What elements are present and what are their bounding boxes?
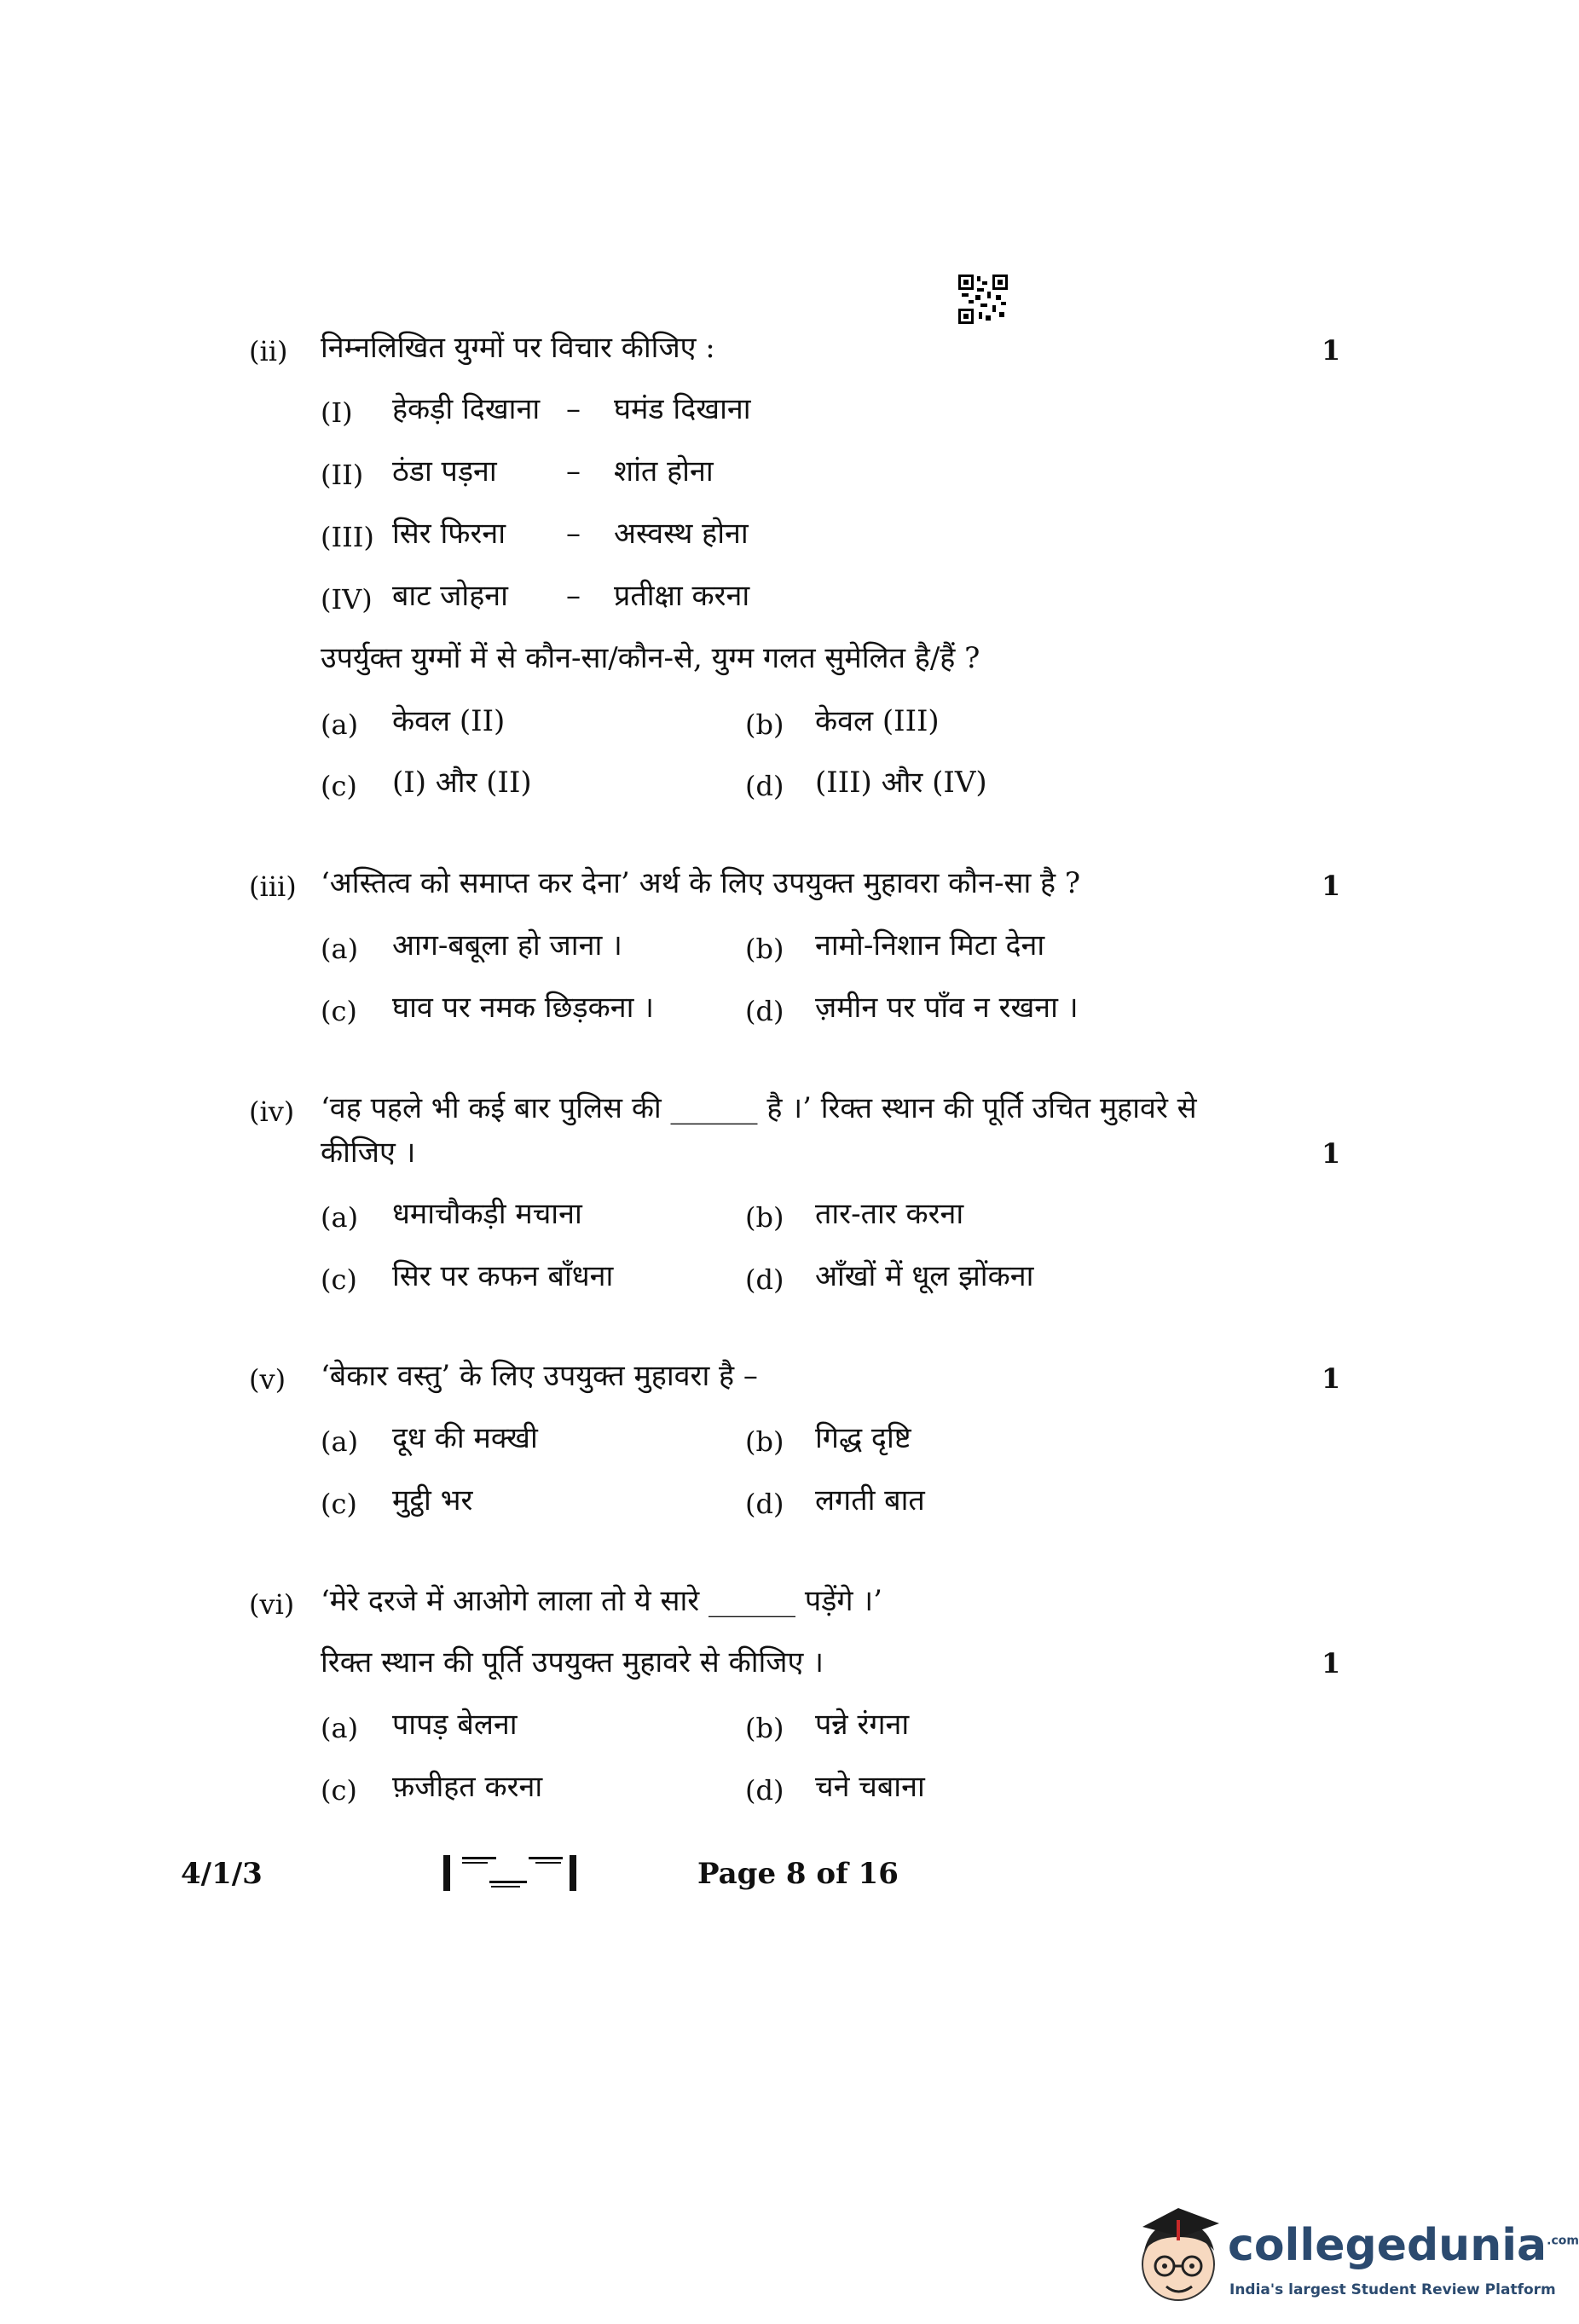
option-text: फ़जीहत करना: [392, 1770, 543, 1804]
pair-right: प्रतीक्षा करना: [614, 579, 750, 613]
pair-dash: –: [566, 579, 581, 613]
option-label: (d): [745, 770, 784, 802]
option-label: (a): [321, 1712, 359, 1744]
question-number: (v): [249, 1363, 286, 1396]
option-text: सिर पर कफन बाँधना: [392, 1259, 614, 1293]
option-text: लगती बात: [815, 1483, 925, 1518]
question-text: ‘मेरे दरजे में आओगे लाला तो ये सारे ______ पड़ेंगे ।’: [321, 1584, 882, 1618]
question-number: (iii): [249, 870, 297, 903]
option-text: केवल (II): [392, 704, 506, 738]
option-text: आग-बबूला हो जाना ।: [392, 928, 622, 963]
option-label: (a): [321, 933, 359, 965]
option-text: पन्ने रंगना: [815, 1708, 910, 1742]
option-label: (c): [321, 1774, 357, 1807]
option-label: (b): [745, 933, 784, 965]
option-label: (d): [745, 1488, 784, 1520]
brand-tagline: India's largest Student Review Platform: [1229, 2281, 1556, 2298]
option-text: नामो-निशान मिटा देना: [815, 928, 1045, 963]
option-label: (d): [745, 995, 784, 1027]
option-text: धमाचौकड़ी मचाना: [392, 1197, 582, 1231]
question-text: ‘बेकार वस्तु’ के लिए उपयुक्त मुहावरा है –: [321, 1359, 758, 1393]
barcode-mark: [443, 1852, 580, 1894]
page-number: Page 8 of 16: [697, 1857, 899, 1891]
option-label: (c): [321, 770, 357, 802]
pair-label: (III): [321, 521, 374, 553]
option-text: केवल (III): [815, 704, 940, 738]
option-text: ज़मीन पर पाँव न रखना ।: [815, 991, 1079, 1025]
pair-dash: –: [566, 517, 581, 551]
brand-name: collegedunia: [1228, 2220, 1547, 2271]
question-text: ‘वह पहले भी कई बार पुलिस की ______ है ।’ रिक्त स्थान की पूर्ति उचित मुहावरे से: [321, 1091, 1197, 1125]
pair-dash: –: [566, 392, 581, 426]
option-text: आँखों में धूल झोंकना: [815, 1259, 1034, 1293]
pair-left: सिर फिरना: [392, 517, 506, 551]
pair-right: शांत होना: [614, 454, 714, 489]
question-text-line2: रिक्त स्थान की पूर्ति उपयुक्त मुहावरे से कीजिए ।: [321, 1645, 824, 1679]
question-text-line2: कीजिए ।: [321, 1136, 416, 1170]
question-number: (iv): [249, 1096, 295, 1128]
pair-right: अस्वस्थ होना: [614, 517, 749, 551]
marks: 1: [1322, 1647, 1341, 1679]
question-follow-up: उपर्युक्त युग्मों में से कौन-सा/कौन-से, युग्म गलत सुमेलित है/हैं ?: [321, 641, 980, 675]
option-text: (III) और (IV): [815, 766, 987, 800]
question-text: निम्नलिखित युग्मों पर विचार कीजिए :: [321, 331, 715, 365]
option-label: (a): [321, 708, 359, 741]
option-label: (b): [745, 1201, 784, 1234]
marks: 1: [1322, 334, 1341, 367]
option-label: (b): [745, 1425, 784, 1458]
pair-left: ठंडा पड़ना: [392, 454, 497, 489]
pair-left: बाट जोहना: [392, 579, 508, 613]
pair-label: (IV): [321, 583, 373, 616]
question-number: (vi): [249, 1588, 295, 1621]
option-text: मुट्ठी भर: [392, 1483, 473, 1518]
pair-label: (II): [321, 459, 364, 491]
option-text: तार-तार करना: [815, 1197, 964, 1231]
brand-suffix: .com: [1547, 2234, 1579, 2248]
option-label: (c): [321, 1488, 357, 1520]
pair-right: घमंड दिखाना: [614, 392, 751, 426]
option-label: (a): [321, 1201, 359, 1234]
qr-code: [958, 275, 1008, 324]
marks: 1: [1322, 870, 1341, 902]
option-label: (c): [321, 1263, 357, 1296]
pair-dash: –: [566, 454, 581, 489]
question-number: (ii): [249, 335, 288, 367]
option-label: (c): [321, 995, 357, 1027]
marks: 1: [1322, 1137, 1341, 1170]
marks: 1: [1322, 1362, 1341, 1395]
option-text: घाव पर नमक छिड़कना ।: [392, 991, 655, 1025]
question-text: ‘अस्तित्व को समाप्त कर देना’ अर्थ के लिए उपयुक्त मुहावरा कौन-सा है ?: [321, 866, 1081, 900]
option-text: चने चबाना: [815, 1770, 925, 1804]
pair-label: (I): [321, 396, 353, 429]
option-label: (a): [321, 1425, 359, 1458]
option-label: (b): [745, 708, 784, 741]
option-label: (b): [745, 1712, 784, 1744]
paper-code: 4/1/3: [181, 1857, 263, 1891]
collegedunia-logo: [1125, 2198, 1579, 2317]
option-label: (d): [745, 1774, 784, 1807]
option-text: गिद्ध दृष्टि: [815, 1421, 911, 1455]
option-label: (d): [745, 1263, 784, 1296]
pair-left: हेकड़ी दिखाना: [392, 392, 541, 426]
option-text: (I) और (II): [392, 766, 532, 800]
option-text: दूध की मक्खी: [392, 1421, 538, 1455]
option-text: पापड़ बेलना: [392, 1708, 518, 1742]
